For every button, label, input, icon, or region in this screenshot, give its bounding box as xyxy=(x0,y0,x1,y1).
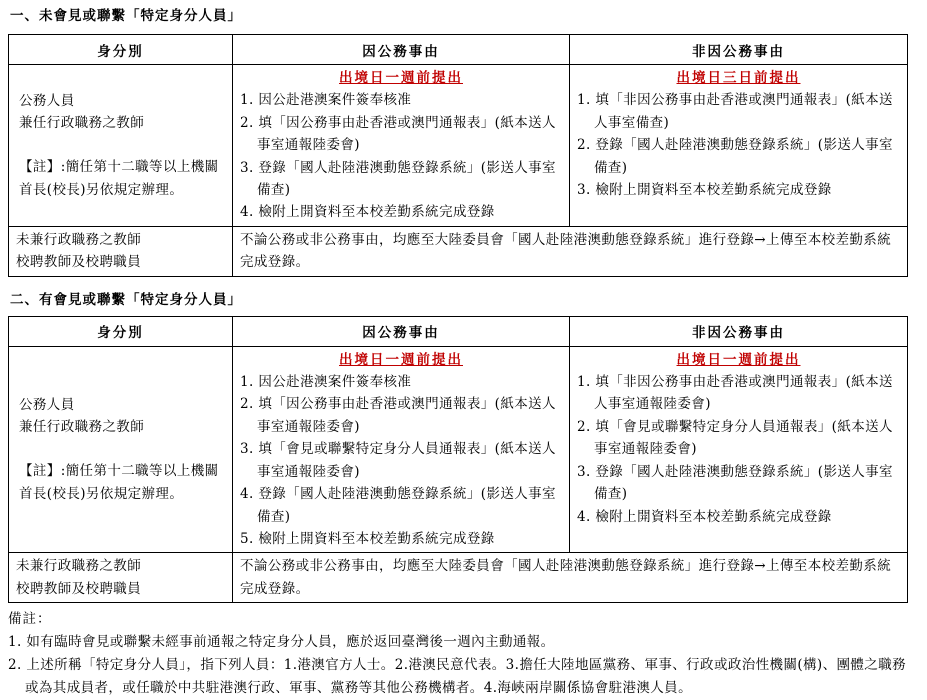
section2-official-cell xyxy=(233,346,570,553)
procedure-item: 3. 登錄「國人赴陸港澳動態登錄系統」(影送人事室備查) xyxy=(577,463,893,503)
section2-identity-cell xyxy=(9,346,233,553)
section2-non-official-cell xyxy=(570,346,908,553)
section1-official-cell xyxy=(233,65,570,227)
deadline-official: 出境日一週前提出 xyxy=(339,351,463,368)
identity-line: 未兼行政職務之教師 xyxy=(16,231,142,248)
identity-line: 公務人員 xyxy=(19,396,75,413)
identity-line: 未兼行政職務之教師 xyxy=(16,558,142,575)
section1-header-non-official: 非因公務事由 xyxy=(570,35,908,65)
procedure-item: 3. 檢附上開資料至本校差勤系統完成登錄 xyxy=(577,182,832,199)
bottom-row-content: 不論公務或非公務事由，均應至大陸委員會「國人赴陸港澳動態登錄系統」進行登錄→上傳至本校差勤系統完成登錄。 xyxy=(240,558,892,597)
procedure-item: 2. 填「因公務事由赴香港或澳門通報表」(紙本送人事室通報陸委會) xyxy=(240,114,556,154)
section1-header-identity: 身分別 xyxy=(9,35,233,65)
procedure-item: 1. 填「非因公務事由赴香港或澳門通報表」(紙本送人事室通報陸委會) xyxy=(577,374,893,413)
section1-bottom-row xyxy=(9,226,908,276)
procedure-item: 5. 檢附上開資料至本校差勤系統完成登錄 xyxy=(240,530,495,547)
section2-bottom-row xyxy=(9,553,908,603)
procedure-item: 1. 填「非因公務事由赴香港或澳門通報表」(紙本送人事室備查) xyxy=(577,92,893,131)
identity-line: 校聘教師及校聘職員 xyxy=(16,254,142,271)
identity-line: 兼任行政職務之教師 xyxy=(19,115,145,132)
procedure-item: 4. 檢附上開資料至本校差勤系統完成登錄 xyxy=(577,508,832,525)
footnotes xyxy=(8,608,917,700)
procedure-item: 2. 填「會見或聯繫特定身分人員通報表」(紙本送人事室通報陸委會) xyxy=(577,418,893,458)
section2-main-row xyxy=(9,346,908,553)
section1-bottom-identity-cell xyxy=(9,226,233,276)
section1-header-row xyxy=(9,35,908,65)
procedure-item: 3. 登錄「國人赴陸港澳動態登錄系統」(影送人事室備查) xyxy=(240,159,556,199)
procedure-item: 1. 因公赴港澳案件簽奉核准 xyxy=(240,92,412,109)
identity-line: 公務人員 xyxy=(19,92,75,109)
section2-header-row xyxy=(9,316,908,346)
section1-non-official-cell xyxy=(570,65,908,227)
section2-title: 二、有會見或聯繫「特定身分人員」 xyxy=(10,291,242,308)
section1-identity-cell xyxy=(9,65,233,227)
section1-title: 一、未會見或聯繫「特定身分人員」 xyxy=(10,8,242,24)
procedure-item: 2. 填「因公務事由赴香港或澳門通報表」(紙本送人事室通報陸委會) xyxy=(240,396,556,435)
section2-table xyxy=(8,316,908,603)
procedure-item: 4. 登錄「國人赴陸港澳動態登錄系統」(影送人事室備查) xyxy=(240,486,556,525)
section1-main-row xyxy=(9,65,908,227)
section2-bottom-identity-cell xyxy=(9,553,233,603)
section1-bottom-content-cell xyxy=(233,226,908,276)
section1-header-official: 因公務事由 xyxy=(233,35,570,65)
section1-table xyxy=(8,34,908,277)
identity-note: 【註】:簡任第十二職等以上機關首長(校長)另依規定辦理。 xyxy=(19,159,219,198)
bottom-row-content: 不論公務或非公務事由，均應至大陸委員會「國人赴陸港澳動態登錄系統」進行登錄→上傳至本校差勤系統完成登錄。 xyxy=(240,231,892,271)
spacer xyxy=(19,438,225,460)
footnote-item: 2. 上述所稱「特定身分人員」，指下列人員：1.港澳官方人士。2.港澳民意代表。3.擔任大陸地區黨務、軍事、行政或政治性機關(構)、團體之職務或為其成員者，或任職於中共駐港澳行政、軍事、黨務等其他公務機構者。4.海峽兩岸關係協會駐港澳人員。 xyxy=(8,657,906,697)
procedure-item: 4. 檢附上開資料至本校差勤系統完成登錄 xyxy=(240,204,495,221)
procedure-item: 1. 因公赴港澳案件簽奉核准 xyxy=(240,374,412,391)
footnotes-label: 備註： xyxy=(8,611,52,628)
section2-bottom-content-cell xyxy=(233,553,908,603)
section2-header-non-official: 非因公務事由 xyxy=(570,316,908,346)
identity-line: 兼任行政職務之教師 xyxy=(19,419,145,436)
section2-header-identity: 身分別 xyxy=(9,316,233,346)
section2-header-official: 因公務事由 xyxy=(233,316,570,346)
procedure-item: 3. 填「會見或聯繫特定身分人員通報表」(紙本送人事室通報陸委會) xyxy=(240,441,556,480)
procedure-item: 2. 登錄「國人赴陸港澳動態登錄系統」(影送人事室備查) xyxy=(577,137,893,176)
deadline-non-official: 出境日一週前提出 xyxy=(676,351,801,368)
footnote-item: 1. 如有臨時會見或聯繫未經事前通報之特定身分人員，應於返回臺灣後一週內主動通報。 xyxy=(8,634,555,651)
identity-note: 【註】:簡任第十二職等以上機關首長(校長)另依規定辦理。 xyxy=(19,463,219,502)
deadline-non-official: 出境日三日前提出 xyxy=(676,70,801,86)
identity-line: 校聘教師及校聘職員 xyxy=(16,580,142,597)
spacer xyxy=(19,134,225,156)
deadline-official: 出境日一週前提出 xyxy=(339,70,463,86)
